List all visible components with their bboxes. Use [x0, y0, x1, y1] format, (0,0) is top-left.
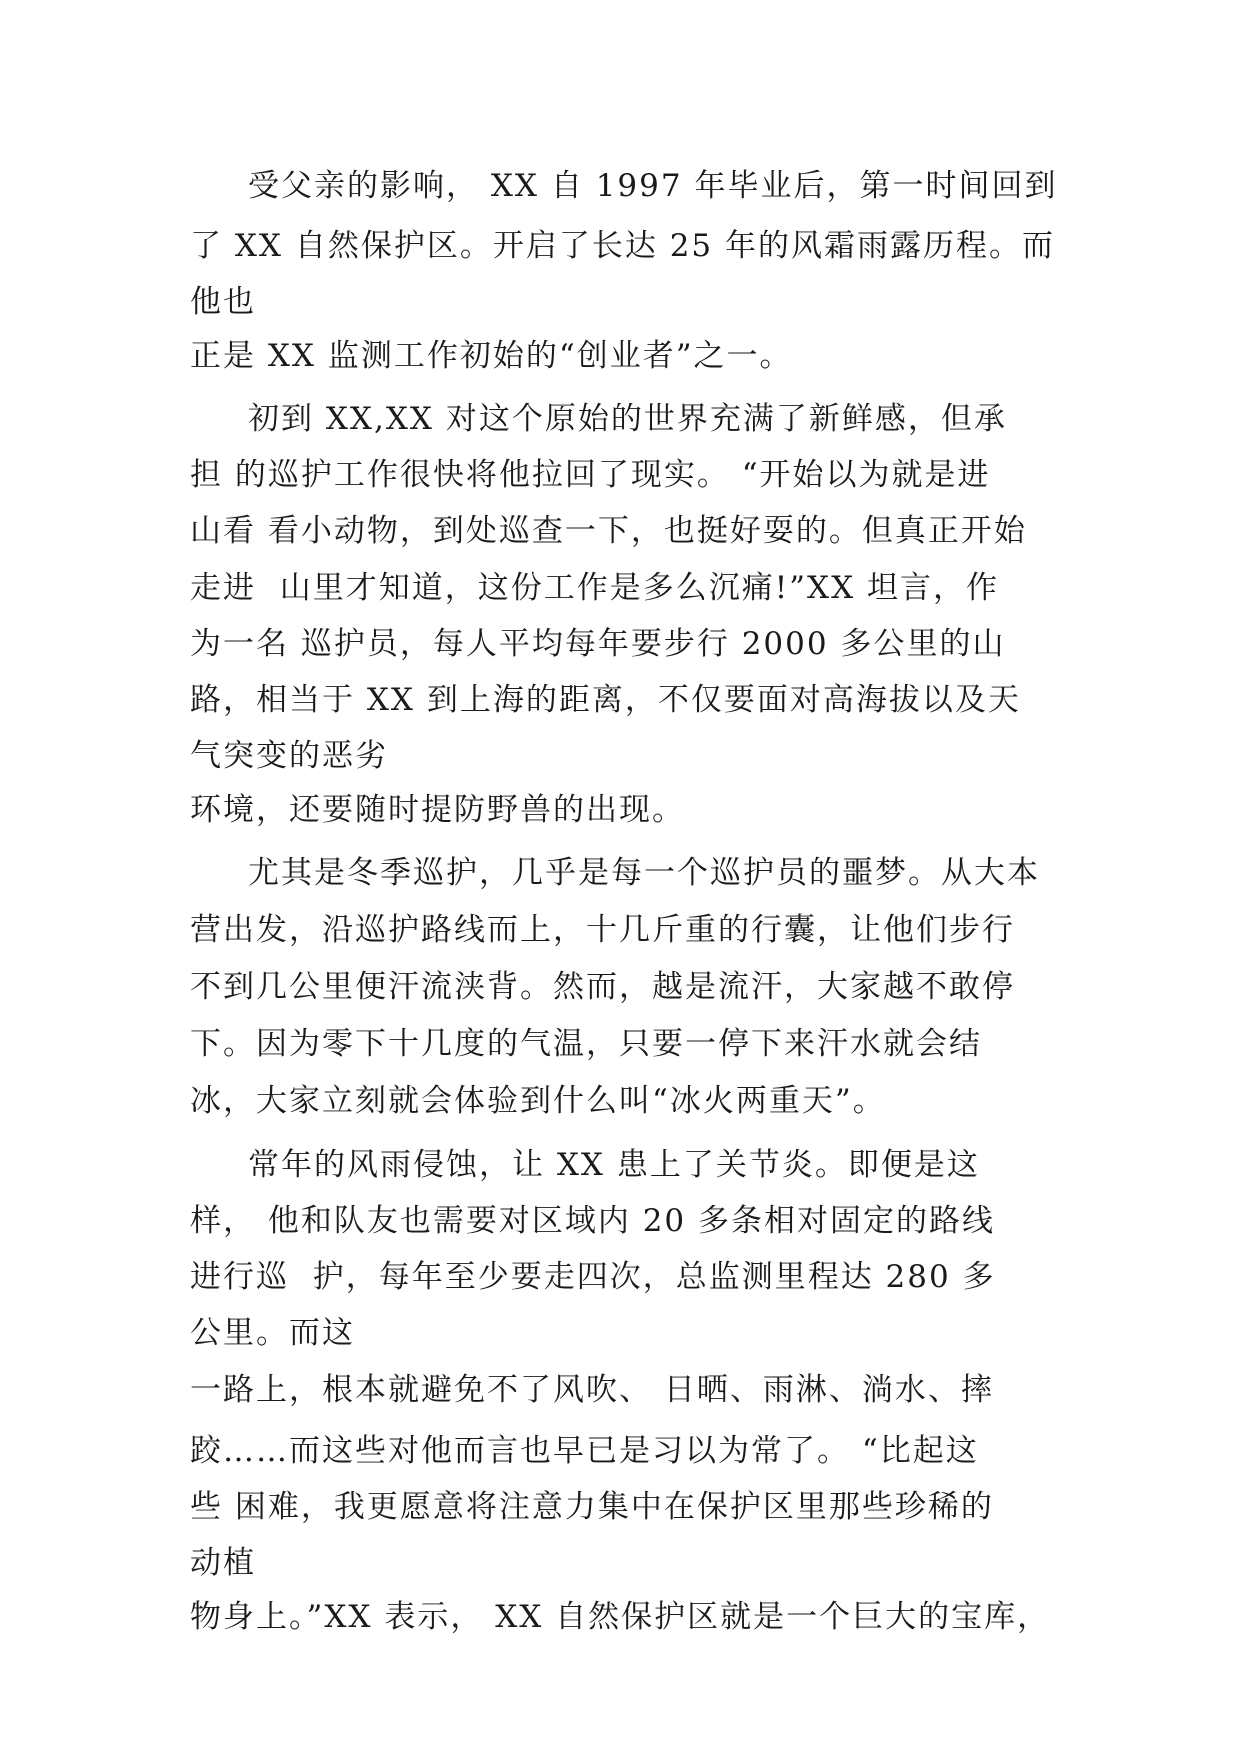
paragraph-1-line-1: 受父亲的影响， XX 自 1997 年毕业后，第一时间回到	[248, 168, 1058, 204]
paragraph-1-line-4: 正是 XX 监测工作初始的“创业者”之一。	[190, 338, 793, 374]
paragraph-2-line-5: 为一名 巡护员，每人平均每年要步行 2000 多公里的山	[190, 626, 1006, 662]
paragraph-2-line-4: 走进 山里才知道，这份工作是多么沉痛!”XX 坦言，作	[190, 570, 1000, 606]
paragraph-2-line-6: 路，相当于 XX 到上海的距离，不仅要面对高海拔以及天	[190, 682, 1021, 718]
paragraph-4-line-7: 些 困难，我更愿意将注意力集中在保护区里那些珍稀的	[190, 1489, 994, 1525]
paragraph-4-line-8: 动植	[190, 1545, 256, 1581]
paragraph-1-line-2: 了 XX 自然保护区。开启了长达 25 年的风霜雨露历程。而	[190, 228, 1055, 264]
paragraph-1-line-3: 他也	[190, 284, 256, 320]
paragraph-3-line-4: 下。因为零下十几度的气温，只要一停下来汗水就会结	[190, 1026, 982, 1062]
paragraph-2-line-3: 山看 看小动物，到处巡查一下，也挺好耍的。但真正开始	[190, 513, 1027, 549]
paragraph-3-line-3: 不到几公里便汗流浃背。然而，越是流汗，大家越不敢停	[190, 969, 1015, 1005]
paragraph-3-line-5: 冰，大家立刻就会体验到什么叫“冰火两重天”。	[190, 1083, 886, 1119]
paragraph-4-line-2: 样， 他和队友也需要对区域内 20 多条相对固定的路线	[190, 1203, 996, 1239]
paragraph-4-line-9: 物身上。”XX 表示， XX 自然保护区就是一个巨大的宝库，	[190, 1599, 1051, 1635]
paragraph-3-line-2: 营出发，沿巡护路线而上，十几斤重的行囊，让他们步行	[190, 912, 1015, 948]
paragraph-3-line-1: 尤其是冬季巡护，几乎是每一个巡护员的噩梦。从大本	[248, 855, 1040, 891]
paragraph-2-line-1: 初到 XX,XX 对这个原始的世界充满了新鲜感，但承	[248, 401, 1007, 437]
paragraph-4-line-1: 常年的风雨侵蚀，让 XX 患上了关节炎。即便是这	[248, 1147, 980, 1183]
paragraph-2-line-2: 担 的巡护工作很快将他拉回了现实。 “开始以为就是进	[190, 457, 991, 493]
paragraph-4-line-3: 进行巡 护，每年至少要走四次，总监测里程达 280 多	[190, 1259, 996, 1295]
paragraph-4-line-4: 公里。而这	[190, 1315, 355, 1351]
paragraph-4-line-5: 一路上，根本就避免不了风吹、 日晒、雨淋、淌水、摔	[190, 1372, 994, 1408]
paragraph-2-line-7: 气突变的恶劣	[190, 738, 388, 774]
paragraph-2-line-8: 环境，还要随时提防野兽的出现。	[190, 792, 685, 828]
paragraph-4-line-6: 跤……而这些对他而言也早已是习以为常了。 “比起这	[190, 1433, 979, 1469]
